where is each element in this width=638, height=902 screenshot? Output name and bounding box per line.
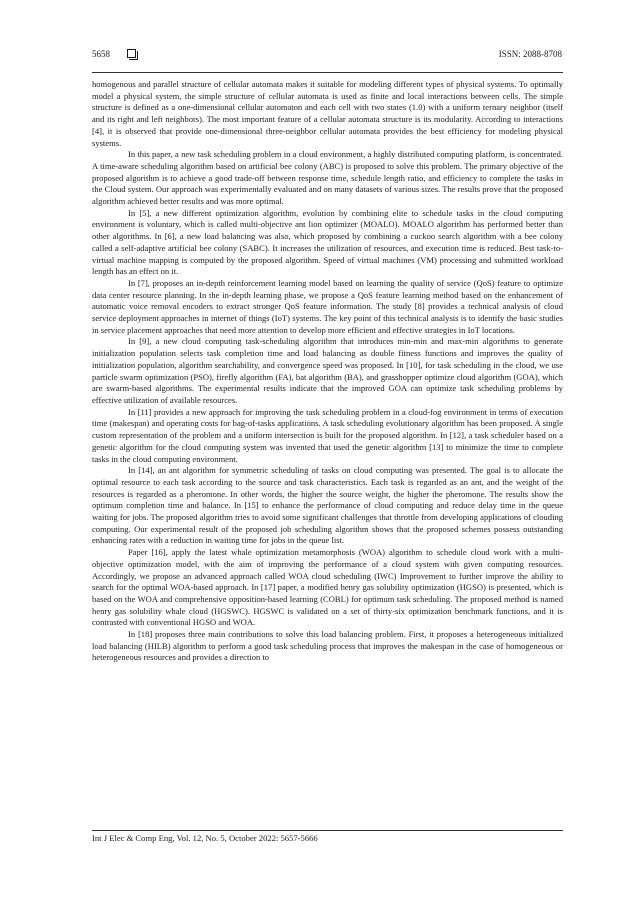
- paragraph: In [18] proposes three main contributions to solve this load balancing problem. First, it proposes a heterogeneous initialized load balancing (HILB) algorithm to perform a good task scheduling process that improves the makespan in the case of homogeneous or heterogeneous resources and provides a direction to: [92, 629, 563, 663]
- paragraph: In [9], a new cloud computing task-scheduling algorithm that introduces min-min and max-min algorithms to generate initialization population selects task completion time and load balancing as double fitness functions and improves the quality of initialization population, algorithm searchability, and convergence speed was proposed. In [10], for task scheduling in the cloud, we use particle swarm optimization (PSO), firefly algorithm (FA), bat algorithm (BA), and grasshopper optimize cloud algorithm (GOA), which are swarm-based algorithms. The experimental results indicate that the improved GOA can optimize task scheduling problems by effective utilization of available resources.: [92, 336, 563, 405]
- paragraph: In [7], proposes an in-depth reinforcement learning model based on learning the quality of service (QoS) feature to optimize data center resource planning. In the in-depth learning phase, we propose a QoS feature learning method based on the enhancement of automatic voice removal encoders to extract stronger QoS feature information. The study [8] provides a technical analysis of cloud service deployment approaches in internet of things (IoT) systems. The key point of this technical analysis is to identify the basic studies in service placement approaches that need more attention to develop more efficient and effective strategies in IoT locations.: [92, 277, 563, 335]
- paragraph: In this paper, a new task scheduling problem in a cloud environment, a highly distributed computing platform, is concentrated. A time-aware scheduling algorithm based on artificial bee colony (ABC) is proposed to solve this problem. The primary objective of the proposed algorithm is to achieve a good trade-off between response time, schedule length ratio, and efficiency to complete the tasks in the Cloud system. Our approach was experimentally evaluated and on many datasets of various sizes. The results prove that the proposed algorithm achieved better results and was more optimal.: [92, 149, 563, 207]
- paragraph: In [11] provides a new approach for improving the task scheduling problem in a cloud-fog environment in terms of execution time (makespan) and operating costs for bag-of-tasks applications. A task scheduling evolutionary algorithm has been proposed. A single custom representation of the problem and a uniform intersection is built for the proposed algorithm. In [12], a task scheduler based on a genetic algorithm for the cloud computing system was invented that used the genetic algorithm [13] to minimize the time to complete tasks in the cloud computing environment.: [92, 406, 563, 464]
- paragraph: homogenous and parallel structure of cellular automata makes it suitable for modeling different types of physical systems. To optimally model a physical system, the simple structure of cellular automata is used as finite and local interactions between cells. The simple structure is defined as a one-dimensional cellular automaton and each cell with two states (1.0) with a uniform ternary neighbor (itself and its right and left neighbors). The most important feature of a cellular automata structure is its modularity. According to interactions [4], it is observed that provide one-dimensional three-neighbor cellular automata provides the best efficiency for modeling physical systems.: [92, 79, 563, 148]
- paragraph: Paper [16], apply the latest whale optimization metamorphosis (WOA) algorithm to schedule cloud work with a multi-objective optimization model, with the aim of improving the performance of a cloud system with given computing resources. Accordingly, we propose an advanced approach called WOA cloud scheduling (IWC) Improvement to further improve the ability to search for the optimal WOA-based approach. In [17] paper, a modified henry gas solubility optimization (HGSO) is presented, which is based on the WOA and comprehensive opposition-based learning (COBL) for optimum task scheduling. The proposed method is named henry gas solubility whale cloud (HGSWC). HGSWC is validated on a set of thirty-six optimization benchmark functions, and it is contrasted with conventional HGSO and WOA.: [92, 547, 563, 628]
- issn-label: ISSN: 2088-8708: [498, 49, 562, 59]
- paragraph: In [14], an ant algorithm for symmetric scheduling of tasks on cloud computing was presented. The goal is to allocate the optimal resource to each task according to the source and task characteristics. Each task is regarded as an ant, and the weight of the resources is regarded as a pheromone. In other words, the higher the source weight, the higher the pheromone. The results show the optimum completion time and balance. In [15] to enhance the performance of cloud computing and reduce delay time in the queue waiting for jobs. The proposed algorithm tries to avoid some significant challenges that throttle from developing applications of clouding computing. Our experimental result of the proposed job scheduling algorithm shows that the proposed schemes possess outstanding enhancing rates with a reduction in waiting time for jobs in the queue list.: [92, 465, 563, 546]
- footer-divider: [92, 830, 563, 831]
- header-divider: [92, 72, 563, 73]
- paragraph: In [5], a new different optimization algorithm, evolution by combining elite to schedule tasks in the cloud computing environment is voluntary, which is called multi-objective ant lion optimizer (MOALO). MOALO algorithm has performed better than other algorithms. In [6], a new load balancing was also, which proposed by combining a cuckoo search algorithm with a bee colony called a self-adaptive artificial bee colony (SABC). It increases the utilization of resources, and execution time is reduced. Best task-to-virtual machine mapping is computed by the proposed algorithm. Speed of virtual machines (VM) processing and submitted workload length has an effect on it.: [92, 207, 563, 277]
- page-header: [92, 47, 562, 61]
- body-text: [92, 79, 563, 664]
- page-number: 5658: [92, 49, 110, 59]
- square-icon: [127, 49, 136, 58]
- page-footer: Int J Elec & Comp Eng, Vol. 12, No. 5, October 2022: 5657-5666: [92, 833, 318, 843]
